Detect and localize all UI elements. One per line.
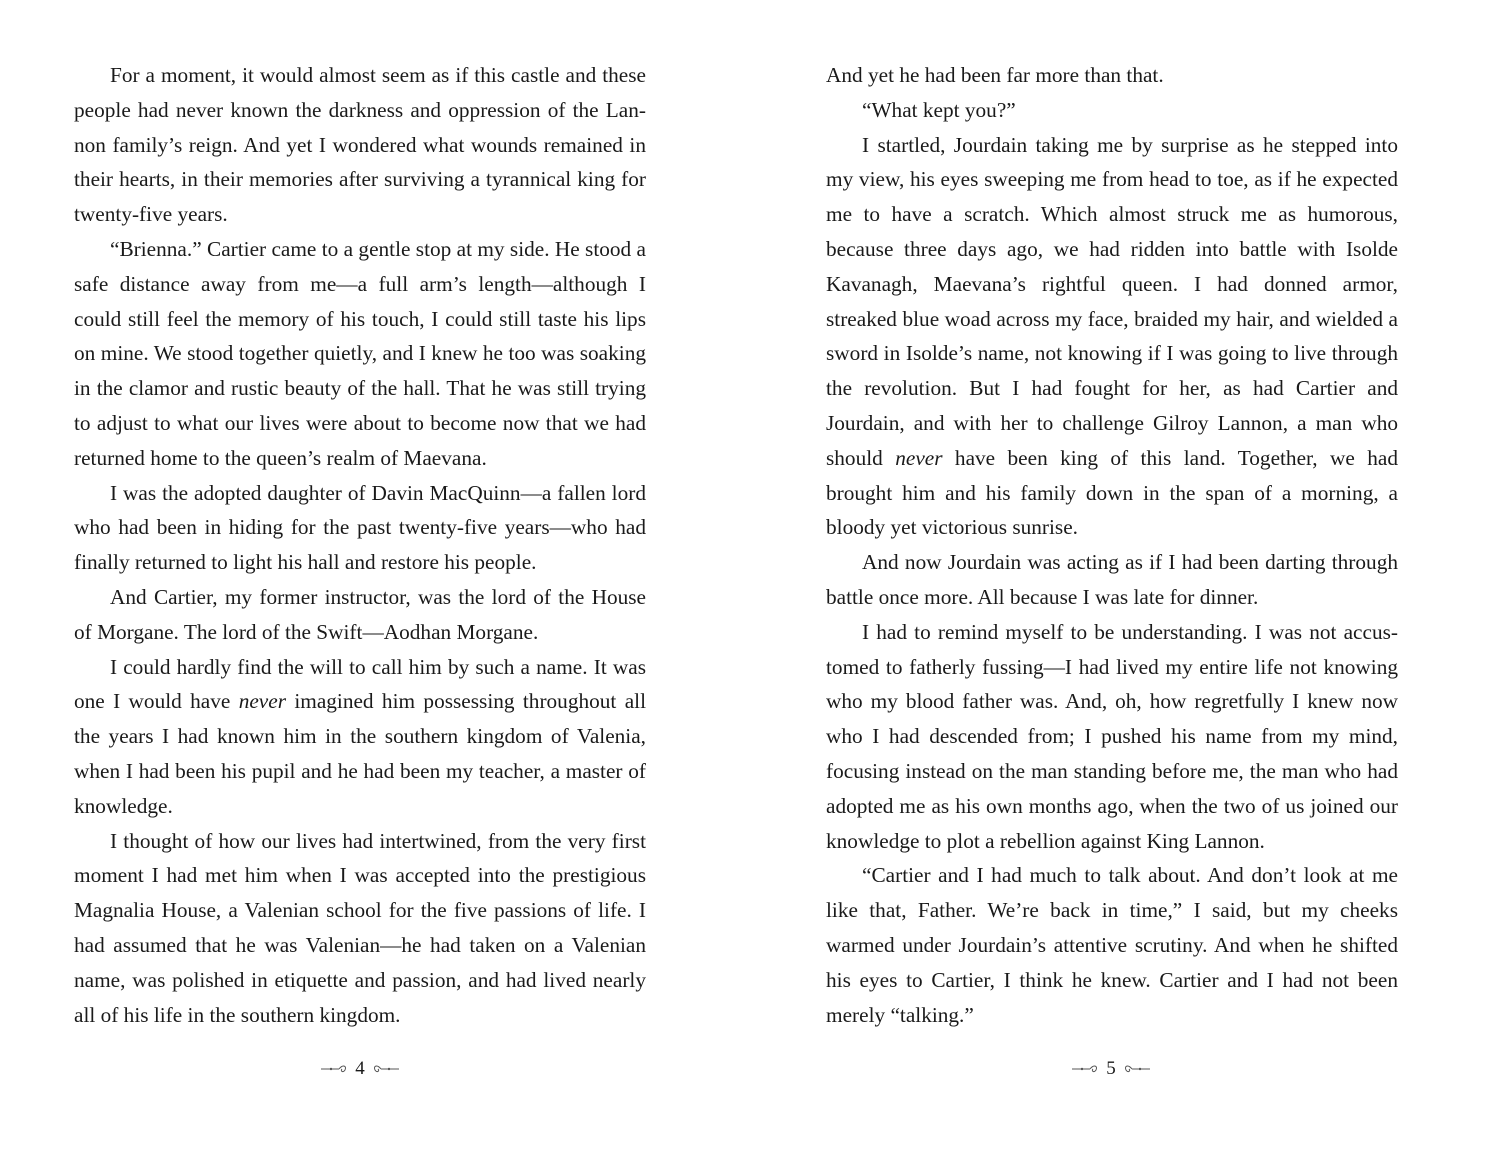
left-paragraph-5-emphasis: never — [238, 689, 286, 714]
right-paragraph-2: “What kept you?” — [862, 97, 1016, 122]
left-paragraph-2: “Brienna.” Cartier came to a gentle stop at my side. He stood a safe distance away from me—a full arm’s length—although I could still feel the memory of his touch, I could still taste his lips on mine. We stood together quietly, and I knew he too was soaking in the clamor and rustic beauty of the hall. That he was still trying to adjust to what our lives were about to become now that we had returned home to the queen’s realm of Maevana. — [74, 236, 646, 470]
left-paragraph-5-end: imagined him possessing throughout all the years I had known him in the southern kingdom of Valenia, when I had been his pupil and he had been my teacher, a master of knowledge. — [74, 689, 646, 818]
page-number-5: 5 — [1106, 1058, 1116, 1079]
right-paragraph-3-emphasis: never — [895, 445, 943, 470]
right-page — [826, 58, 1398, 1032]
page-number-4: 4 — [355, 1058, 365, 1079]
left-paragraph-1: For a moment, it would almost seem as if this castle and these people had never known the darkness and oppression of the Lannon family’s reign. And yet I wondered what wounds remained in their hearts, in their memories after surviving a tyrannical king for twenty-five years. — [74, 63, 646, 227]
right-paragraph-3-end: have been king of this land. Together, we had brought him and his family down in the span of a morning, a bloody yet victorious sunrise. — [826, 445, 1398, 540]
right-paragraph-3 — [826, 128, 1398, 546]
right-paragraph-3-start: I startled, Jourdain taking me by surprise as he stepped into my view, his eyes sweeping me from head to toe, as if he expected me to have a scratch. Which almost struck me as humorous, because three days ago, we had ridden into battle with Isolde Kavanagh, Maevana’s rightful queen. I had donned armor, streaked blue woad across my face, braided my hair, and wielded a sword in Isolde’s name, not knowing if I was going to live through the revolution. But I had fought for her, as had Cartier and Jourdain, and with her to challenge Gilroy Lannon, a man who should — [826, 132, 1398, 470]
right-page-number — [1066, 1056, 1156, 1082]
left-page-number — [315, 1056, 405, 1082]
right-paragraph-4: And now Jourdain was acting as if I had been darting through battle once more. All because I was late for dinner. — [826, 550, 1398, 609]
scroll-flourish-icon — [371, 1062, 401, 1076]
right-paragraph-1: And yet he had been far more than that. — [826, 63, 1164, 87]
left-paragraph-3: I was the adopted daughter of Davin MacQuinn—a fallen lord who had been in hiding for the past twenty-five years—who had finally returned to light his hall and restore his people. — [74, 480, 646, 575]
left-paragraph-5 — [74, 650, 646, 824]
right-paragraph-6: “Cartier and I had much to talk about. And don’t look at me like that, Father. We’re back in time,” I said, but my cheeks warmed under Jourdain’s attentive scrutiny. And when he shifted his eyes to Cartier, I think he knew. Cartier and I had not been merely “talking.” — [826, 863, 1398, 1027]
right-paragraph-5: I had to remind myself to be understanding. I was not accustomed to fatherly fussing—I had lived my entire life not knowing who my blood father was. And, oh, how regretfully I knew now who I had descended from; I pushed his name from my mind, focusing instead on the man standing before me, the man who had adopted me as his own months ago, when the two of us joined our knowledge to plot a rebellion against King Lannon. — [826, 619, 1398, 853]
scroll-flourish-icon — [319, 1062, 349, 1076]
left-paragraph-5-start: I could hardly find the will to call him by such a name. It was one I would have — [74, 654, 646, 714]
left-paragraph-4: And Cartier, my former instructor, was the lord of the House of Morgane. The lord of the Swift—Aodhan Morgane. — [74, 584, 646, 644]
scroll-flourish-icon — [1070, 1062, 1100, 1076]
left-page — [74, 58, 646, 1032]
left-paragraph-6: I thought of how our lives had intertwined, from the very first moment I had met him when I was accepted into the prestigious Magnalia House, a Valenian school for the five passions of life. I had assumed that he was Valenian—he had taken on a Valenian name, was polished in etiquette and passion, and had lived nearly all of his life in the southern kingdom. — [74, 828, 646, 1027]
scroll-flourish-icon — [1122, 1062, 1152, 1076]
